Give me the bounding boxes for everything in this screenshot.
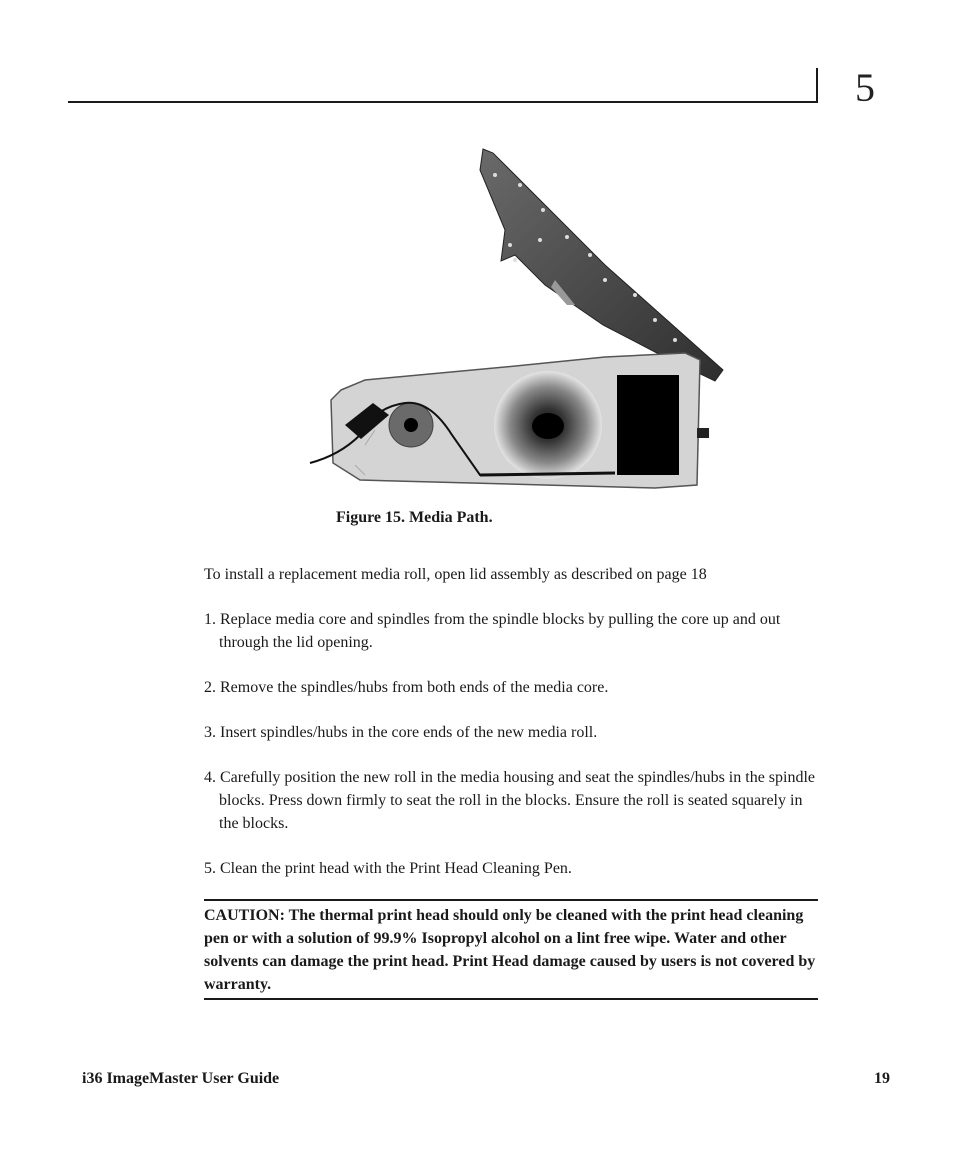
- caution-box: CAUTION: The thermal print head should only be cleaned with the print head cleaning pen or with a solution of 99.9% Isopropyl alcohol on a lint free wipe. Water and other solvents can damage the print head. Print Head damage caused by users is not covered by warranty.: [204, 899, 818, 1000]
- lid-panel: [480, 149, 723, 381]
- step-3: 3. Insert spindles/hubs in the core ends of the new media roll.: [204, 724, 598, 741]
- instructions: [204, 563, 819, 902]
- page-number: 19: [874, 1070, 890, 1087]
- electronics-panel: [617, 375, 679, 475]
- step-5: 5. Clean the print head with the Print Head Cleaning Pen.: [204, 860, 572, 877]
- figure-caption: Figure 15. Media Path.: [336, 509, 493, 526]
- step-2: 2. Remove the spindles/hubs from both ends of the media core.: [204, 679, 609, 696]
- intro-text: To install a replacement media roll, open lid assembly as described on page 18: [204, 566, 707, 583]
- roll-core: [532, 413, 564, 439]
- header-rule: [68, 101, 818, 103]
- printer-illustration: [305, 145, 730, 495]
- knob-icon: [697, 428, 709, 438]
- header-tick: [816, 68, 818, 103]
- step-4: 4. Carefully position the new roll in the media housing and seat the spindles/hubs in the spindle blocks. Press down firmly to seat the roll in the blocks. Ensure the roll is seated squarely in the blocks.: [204, 769, 816, 832]
- step-1: 1. Replace media core and spindles from the spindle blocks by pulling the core up and out through the lid opening.: [204, 611, 781, 651]
- footer-title: i36 ImageMaster User Guide: [82, 1070, 280, 1087]
- chapter-number: 5: [855, 65, 875, 110]
- media-path-figure: [305, 145, 730, 495]
